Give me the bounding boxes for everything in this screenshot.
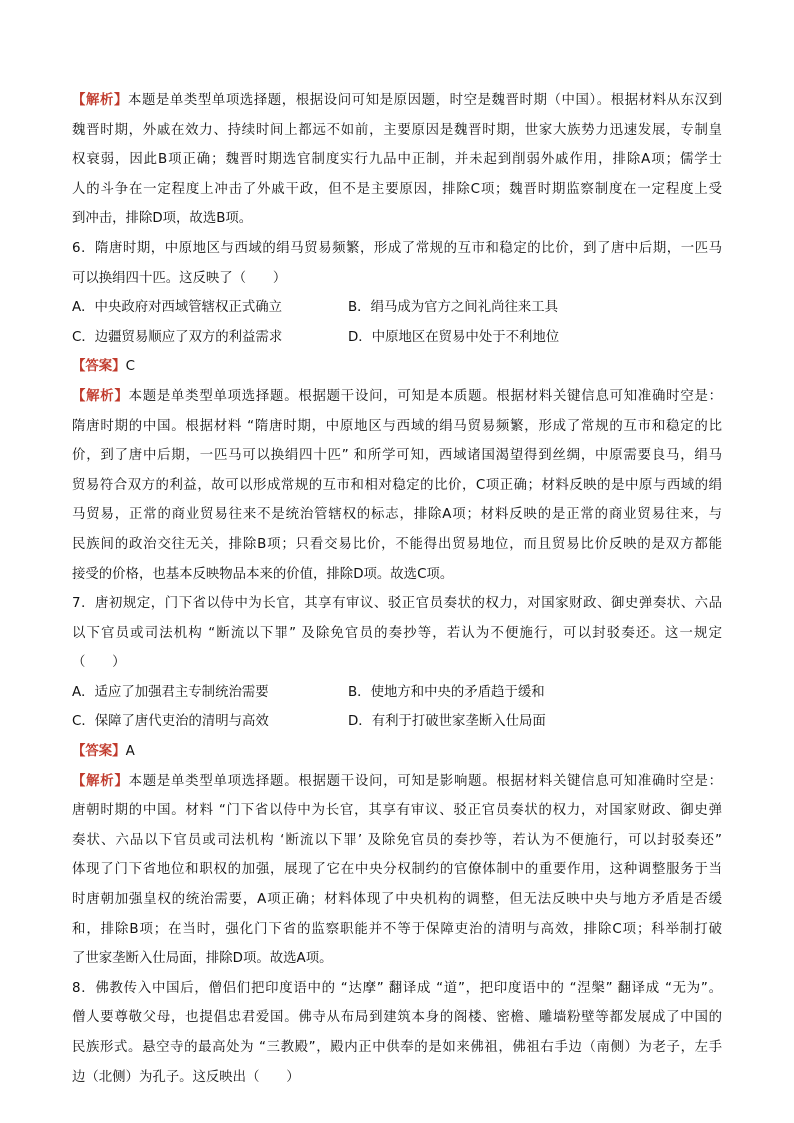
q8-stem-line-4: 边（北侧）为孔子。这反映出（ ） <box>72 1069 300 1085</box>
q6-answer <box>72 352 722 382</box>
q7-answer <box>72 737 722 767</box>
q7-options-row-2 <box>72 707 722 737</box>
q7-stem-line-3: （ ） <box>72 655 126 671</box>
q6-options-row-1 <box>72 293 722 323</box>
q6-stem-line-1: 6．隋唐时期，中原地区与西域的绢马贸易频繁，形成了常规的互市和稳定的比价，到了唐中后期，一匹马 <box>72 240 722 256</box>
q6-option-d: D．中原地区在贸易中处于不利地位 <box>348 329 560 345</box>
q6-option-c: C．边疆贸易顺应了双方的利益需求 <box>72 329 283 345</box>
q7-analysis-line-4: 体现了门下省地位和职权的加强，展现了它在中央分权制约的官僚体制中的重要作用，这种调整服务于当 <box>72 862 722 878</box>
q8-stem-line-3: 民族形式。悬空寺的最高处为 “三教殿”，殿内正中供奉的是如来佛祖，佛祖右手边（南侧）为老子，左手 <box>72 1040 722 1055</box>
q5-analysis-line-3: 权衰弱，因此B项正确；魏晋时期选官制度实行九品中正制，并未起到削弱外戚作用，排除A项；儒学士 <box>72 152 722 168</box>
answer-tag: 【答案】 <box>72 359 126 375</box>
q6-analysis-line-1: 【解析】本题是单类型单项选择题。根据题干设问，可知是本质题。根据材料关键信息可知准确时空是： <box>72 388 722 404</box>
q7-options-row-1 <box>72 678 722 708</box>
q7-stem-line-1: 7．唐初规定，门下省以侍中为长官，其享有审议、驳正官员奏状的权力，对国家财政、御史弹奏状、六品 <box>72 596 722 612</box>
document-page <box>72 86 722 1092</box>
q6-analysis-line-4: 贸易符合双方的利益，故可以形成常规的互市和相对稳定的比价，C项正确；材料反映的是中原与西域的绢 <box>72 477 722 493</box>
q7-option-a: A．适应了加强君主专制统治需要 <box>72 684 269 700</box>
q7-stem-line-2: 以下官员或司法机构 “断流以下罪” 及除免官员的奏抄等，若认为不便施行，可以封驳奏还。这一规定 <box>72 625 722 641</box>
answer-tag: 【答案】 <box>72 744 126 760</box>
q6-analysis-line-7: 接受的价格，也基本反映物品本来的价值，排除D项。故选C项。 <box>72 566 454 582</box>
q5-analysis-line-1: 【解析】本题是单类型单项选择题，根据设问可知是原因题，时空是魏晋时期（中国）。根据材料从东汉到 <box>72 93 722 108</box>
analysis-tag: 【解析】 <box>72 773 129 789</box>
q8-stem-line-2: 僧人要尊敬父母，也提倡忠君爱国。佛寺从布局到建筑本身的阁楼、密檐、雕墙粉壁等都发展成了中国的 <box>72 1010 722 1026</box>
q6-option-b: B．绢马成为官方之间礼尚往来工具 <box>348 300 559 316</box>
q7-option-d: D．有利于打破世家垄断入仕局面 <box>348 714 546 730</box>
q6-analysis-line-6: 民族间的政治交往无关，排除B项；只看交易比价，不能得出贸易地位，而且贸易比价反映的是双方都能 <box>72 536 722 552</box>
q7-analysis-line-6: 和，排除B项；在当时，强化门下省的监察职能并不等于保障吏治的清明与高效，排除C项；科举制打破 <box>72 921 722 937</box>
analysis-tag: 【解析】 <box>72 388 129 404</box>
analysis-tag: 【解析】 <box>72 93 128 108</box>
answer-value: C <box>125 359 135 375</box>
q5-analysis-line-5: 到冲击，排除D项，故选B项。 <box>72 211 253 227</box>
q7-analysis-line-2: 唐朝时期的中国。材料 “门下省以侍中为长官，其享有审议、驳正官员奏状的权力，对国家财政、御史弹 <box>72 803 722 819</box>
q7-analysis-line-3: 奏状、六品以下官员或司法机构 ‘断流以下罪’ 及除免官员的奏抄等，若认为不便施行，可以封驳奏还” <box>72 832 722 848</box>
q7-analysis-line-5: 时唐朝加强皇权的统治需要，A项正确；材料体现了中央机构的调整，但无法反映中央与地方矛盾是否缓 <box>72 892 722 908</box>
q7-analysis-line-1: 【解析】本题是单类型单项选择题。根据题干设问，可知是影响题。根据材料关键信息可知准确时空是： <box>72 773 722 789</box>
q6-analysis-line-3: 价，到了唐中后期，一匹马可以换绢四十匹” 和所学可知，西域诸国渴望得到丝绸，中原需要良马，绢马 <box>72 448 722 464</box>
q8-stem-line-1: 8．佛教传入中国后，僧侣们把印度语中的 “达摩” 翻译成 “道”，把印度语中的 “涅槃” 翻译成 “无为”。 <box>72 980 722 996</box>
q6-option-a: A．中央政府对西域管辖权正式确立 <box>72 300 283 316</box>
q5-analysis-line-4: 人的斗争在一定程度上冲击了外戚干政，但不是主要原因，排除C项；魏晋时期监察制度在一定程度上受 <box>72 181 722 197</box>
q6-analysis-line-2: 隋唐时期的中国。根据材料 “隋唐时期，中原地区与西域的绢马贸易频繁，形成了常规的互市和稳定的比 <box>72 418 722 434</box>
q6-options-row-2 <box>72 323 722 353</box>
q7-option-c: C．保障了唐代吏治的清明与高效 <box>72 714 269 730</box>
q7-option-b: B．使地方和中央的矛盾趋于缓和 <box>348 684 545 700</box>
answer-value: A <box>125 744 135 760</box>
q5-analysis-line-2: 魏晋时期，外戚在效力、持续时间上都远不如前，主要原因是魏晋时期，世家大族势力迅速发展，专制皇 <box>72 122 722 138</box>
q6-analysis-line-5: 马贸易，正常的商业贸易往来不是统治管辖权的标志，排除A项；材料反映的是正常的商业贸易往来，与 <box>72 507 722 523</box>
q6-stem-line-2: 可以换绢四十匹。这反映了（ ） <box>72 270 287 286</box>
q7-analysis-line-7: 了世家垄断入仕局面，排除D项。故选A项。 <box>72 951 333 967</box>
